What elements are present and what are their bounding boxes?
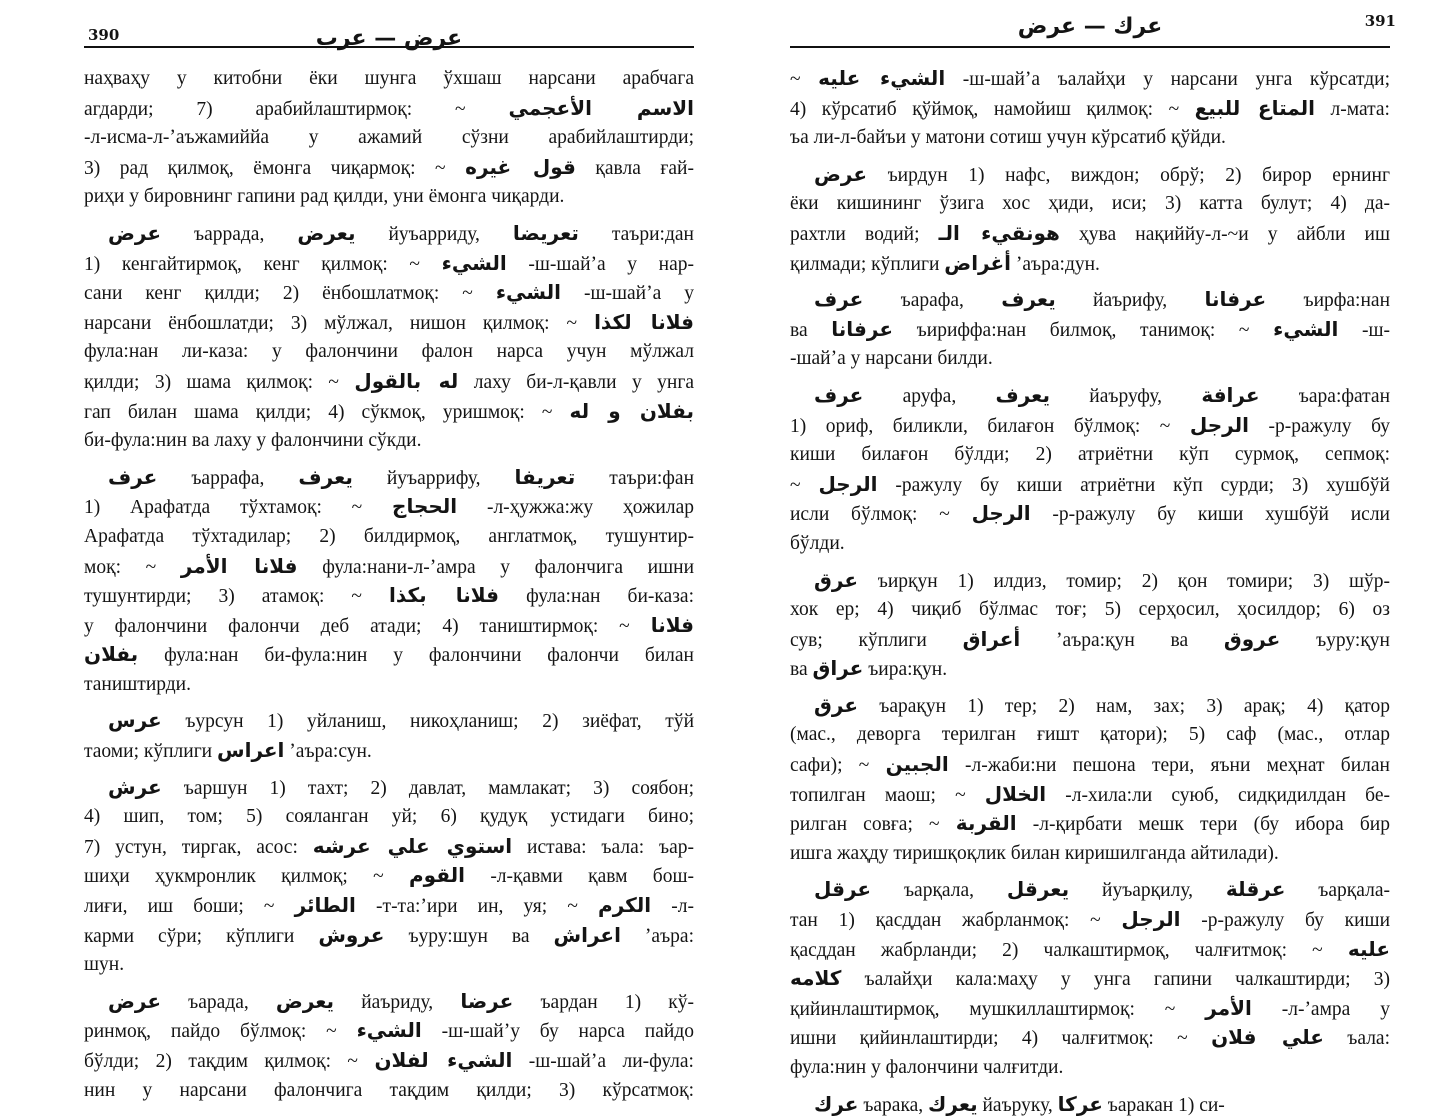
text-line: сани кенг қилди; 2) ёнбошлатмоқ: ~ الشيء -ш-шайʼа у [84,280,694,305]
arabic-term: عرقلة [1225,877,1286,902]
text-line: сафи); ~ الجبين -л-жаби:ни пешона тери, яъни меҳнат билан [790,752,1390,777]
text-line: таништирди. [84,673,191,695]
arabic-term: يعرف [995,382,1050,407]
text-line: риҳи у бировнинг гапини рад қилди, уни ёмонга чиқарди. [84,186,565,208]
text-line: -л-исма-л-ʼаъжамиййа у ажамий сўзни арабийлаштирди; [84,127,694,149]
text-line: 3) рад қилмоқ, ёмонга чиқармоқ: ~ قول غيره қавла ғай- [84,154,694,179]
text-line: киши билағон бўлди; 2) атриётни кўп сурмоқ, сепмоқ: [790,444,1390,466]
text-line: нарсани ёнбошлатди; 3) мўлжал, нишон қилмоқ: ~ فلانا لكذا [84,309,694,334]
text-line: тушунтирди; 3) атамоқ: ~ فلانا بكذا фула:нан би-каза: [84,583,694,608]
arabic-term: أعراق [962,626,1021,651]
arabic-term: فلانا بكذا [389,583,500,608]
arabic-term: تعريضا [512,220,579,245]
text-line: қийинлаштирмоқ, мушкиллаштирмоқ: ~ الأمر -л-ʼамра у [790,995,1390,1020]
text-line: карми сўри; кўплиги عروش ъуру:шун ва اعراش ʼаъра: [84,922,694,947]
arabic-term: عرش [108,774,162,799]
text-line: -шайʼа у нарсани билди. [790,348,993,370]
text-line: 1) Арафатда тўхтамоқ: ~ الحجاج -л-ҳужжа:жу ҳожилар [84,494,694,519]
text-line: ~ الشيء عليه -ш-шайʼа ъалайҳи у нарсани унга кўрсатди; [790,66,1390,90]
text-line: қилмади; кўплиги أغراض ʼаъра:дун. [790,250,1100,275]
arabic-term: عرفانا [831,316,894,341]
arabic-term: الرجل [818,471,878,496]
arabic-term: استوي علي عرشه [312,833,513,858]
text-line: ринмоқ, пайдо бўлмоқ: ~ الشيء -ш-шайʼу бу нарса пайдо [84,1018,694,1043]
arabic-term: بفلان [84,642,139,667]
text-line: 4) шип, том; 5) сояланган уй; 6) қудуқ устидаги бино; [84,806,694,828]
arabic-term: له بالقول [354,368,459,393]
arabic-term: يعرف [1001,287,1056,312]
text-line: би-фула:нин ва лаху у фалончини сўкди. [84,430,422,452]
arabic-term: القوم [409,863,465,888]
text-line: рахтли водий; هونقيء الـ ҳува нақиййу-л-~и у айбли иш [790,220,1390,245]
text-line: қилди; 3) шама қилмоқ: ~ له بالقول лаху би-л-қавли у унга [84,368,694,393]
text-line: шун. [84,954,125,976]
text-line: хок ер; 4) чиқиб бўлмас тоғ; 5) серҳосил, ҳосилдор; 6) оз [790,599,1390,621]
text-line: ишни қийинлаштирди; 4) чалғитмоқ: ~ علي فلان ъала: [790,1025,1390,1050]
text-line: таоми; кўплиги اعراس ʼаъра:сун. [84,738,372,763]
text-line: عرف аруфа, يعرف йаъруфу, عرافة ъара:фатан [814,382,1390,407]
arabic-term: بفلان و له [569,398,694,423]
right-page-header [790,0,1396,48]
arabic-term: فلانا الأمر [180,553,298,578]
text-line: عرش ъаршун 1) тахт; 2) давлат, мамлакат; 3) соябон; [108,774,694,799]
arabic-term: هونقيء الـ [938,220,1060,245]
text-line: топилган маош; ~ الخلال -л-хила:ли суюб, сидқидилдан бе- [790,781,1390,806]
arabic-term: القربة [955,811,1017,836]
text-line: агдарди; 7) арабийлаштирмоқ: ~ الاسم الأعجمي [84,95,694,120]
text-line: рилган совға; ~ القربة -л-қирбати мешк тери (бу ибора бир [790,811,1390,836]
arabic-term: عرضا [460,988,514,1013]
text-line: 7) устун, тиргак, асос: استوي علي عرشه истава: ъала: ъар- [84,833,694,858]
arabic-term: اعراش [553,922,621,947]
arabic-term: أغراض [944,250,1012,275]
arabic-term: الحجاج [392,494,458,519]
text-line: бўлди; 2) тақдим қилмоқ: ~ الشيء لفلان -ш-шайʼа ли-фула: [84,1048,694,1072]
text-line: ъа ли-л-байъи у матони сотиш учун кўрсатиб қўйди. [790,127,1226,149]
arabic-term: يعرك [928,1091,978,1116]
text-line: ёки кишининг ўзига хос ҳиди, иси; 3) катта булут; 4) да- [790,193,1390,215]
arabic-term: عرفانا [1204,287,1267,312]
arabic-term: الاسم الأعجمي [508,95,694,120]
text-line: шиҳи ҳукмронлик қилмоқ; ~ القوم -л-қавми қавм бош- [84,863,694,888]
arabic-term: عرض [814,161,868,186]
arabic-term: كلامه [790,966,842,991]
running-head: عرض — عرب [315,26,463,51]
arabic-term: عرض [108,988,162,1013]
arabic-term: اعراس [217,738,285,763]
text-line: عرق ъарақун 1) тер; 2) нам, зах; 3) арақ; 4) қатор [814,692,1390,717]
arabic-term: عرض [108,220,162,245]
text-line: عرق ъирқун 1) илдиз, томир; 2) қон томири; 3) шўр- [814,567,1390,592]
text-line: исли бўлмоқ: ~ الرجل -р-ражулу бу киши хушбўй исли [790,501,1390,526]
left-page-header [84,0,694,51]
arabic-term: عرس [108,708,162,733]
text-line: عرض ъаррада, يعرض йуъарриду, تعريضا таъри:дан [108,220,694,245]
text-line: عرقل ъарқала, يعرقل йуъарқилу, عرقلة ъарқала- [814,877,1390,902]
text-line: наҳваҳу у китобни ёки шунга ўхшаш нарсани арабчага [84,68,694,89]
arabic-term: الشيء عليه [818,66,946,90]
text-line: ва عراق ъира:қун. [790,656,948,681]
arabic-term: الكرم [598,893,652,918]
arabic-term: عرق [814,567,858,592]
arabic-term: الشيء [441,250,507,275]
text-line: عرف ъарафа, يعرف йаърифу, عرفانا ъирфа:нан [814,287,1390,312]
text-line: كلامه ъалайҳи кала:маҳу у унга гапини чалкаштирди; 3) [790,966,1390,991]
arabic-term: الشيء لفلان [374,1048,513,1072]
arabic-term: يعرض [297,220,356,245]
text-line: ишга жаҳду тиришқоқлик билан киришилганда айтилади). [790,842,1279,864]
arabic-term: تعريفا [514,464,576,489]
text-line: (мас., деворга терилган ғишт қатори); 5) саф (мас., отлар [790,724,1390,746]
right-page-body [790,64,1390,1119]
arabic-term: الخلال [984,781,1047,806]
text-line: фула:нан ли-каза: у фалончини фалон нарса учун мўлжал [84,341,694,363]
text-line: 1) кенгайтирмоқ, кенг қилмоқ: ~ الشيء -ш-шайʼа у нар- [84,250,694,275]
text-line: фула:нин у фалончини чалғитди. [790,1057,1064,1078]
text-line: бўлди. [790,532,845,554]
text-line: гап билан шама қилди; 4) сўкмоқ, уришмоқ: ~ بفلان و له [84,398,694,423]
text-line: 4) кўрсатиб қўймоқ, намойиш қилмоқ: ~ المتاع للبيع л-мата: [790,95,1390,120]
arabic-term: عركا [1057,1091,1103,1116]
arabic-term: عرف [814,382,864,407]
arabic-term: عروش [318,922,385,947]
arabic-term: الرجل [1189,412,1249,437]
arabic-term: عروق [1223,626,1281,651]
arabic-term: فلانا [650,612,694,637]
arabic-term: الشيء [495,280,561,305]
arabic-term: يعرقل [1006,877,1070,902]
text-line: лиғи, иш боши; ~ الطائر -т-та:ʼири ин, уя; ~ الكرم -л- [84,893,694,918]
text-line: بفلان фула:нан би-фула:нин у фалончини фалончи билан [84,642,694,667]
text-line: қасддан жабрланди; 2) чалкаштирмоқ, чалғитмоқ: ~ عليه [790,936,1390,961]
arabic-term: فلانا لكذا [594,309,694,334]
arabic-term: الرجل [971,501,1031,526]
text-line: сув; кўплиги أعراق ʼаъра:қун ва عروق ъуру:қун [790,626,1390,651]
left-page [84,0,694,1114]
text-line: ва عرفانا ъириффа:нан билмоқ, танимоқ: ~ الشيء -ш- [790,316,1390,341]
arabic-term: عرك [814,1091,859,1116]
text-line: тан 1) қасддан жабрланмоқ: ~ الرجل -р-ражулу бу киши [790,907,1390,932]
text-line: 1) ориф, биликли, билағон бўлмоқ: ~ الرجل -р-ражулу бу [790,412,1390,437]
text-line: ~ الرجل -ражулу бу киши атриётни кўп сурди; 3) хушбўй [790,471,1390,496]
arabic-term: عرافة [1201,382,1260,407]
arabic-term: الأمر [1205,995,1252,1020]
right-page [790,0,1396,1116]
left-page-body [84,64,694,1105]
arabic-term: يعرف [298,464,353,489]
text-line: عرف ъаррафа, يعرف йуъаррифу, تعريفا таъри:фан [108,464,694,489]
page-number: 390 [88,26,120,44]
arabic-term: عراق [812,656,864,681]
text-line: عرك ъарака, يعرك йаъруку, عركا ъаракан 1) си- [814,1091,1225,1116]
arabic-term: المتاع للبيع [1194,95,1316,120]
arabic-term: الشيء [356,1018,422,1043]
page-number: 391 [1364,12,1396,30]
text-line: عرس ъурсун 1) уйланиш, никоҳланиш; 2) зиёфат, тўй [108,708,694,733]
arabic-term: الطائر [294,893,356,918]
text-line: Арафатда тўхтадилар; 2) билдирмоқ, англатмоқ, тушунтир- [84,525,694,547]
text-line: моқ: ~ فلانا الأمر фула:нани-л-ʼамра у фалончига ишни [84,553,694,578]
arabic-term: عرق [814,692,858,717]
arabic-term: عرقل [814,877,872,902]
running-head: عرك — عرض [1017,14,1163,39]
arabic-term: الشيء [1273,316,1339,341]
arabic-term: علي فلان [1211,1025,1324,1050]
arabic-term: عليه [1347,936,1390,961]
arabic-term: الرجل [1121,907,1181,932]
arabic-term: عرف [814,287,864,312]
arabic-term: قول غيره [465,154,576,179]
text-line: عرض ъарада, يعرض йаъриду, عرضا ъардан 1) кў- [108,988,694,1013]
arabic-term: يعرض [275,988,335,1013]
text-line: нин у нарсани фалончига тақдим қилди; 3) кўрсатмоқ: [84,1079,694,1101]
text-line: عرض ъирдун 1) нафс, виждон; обрў; 2) бирор ернинг [814,161,1390,186]
arabic-term: عرف [108,464,158,489]
text-line: у фалончини фалончи деб атади; 4) таништирмоқ: ~ فلانا [84,612,694,637]
arabic-term: الجبين [885,752,949,777]
